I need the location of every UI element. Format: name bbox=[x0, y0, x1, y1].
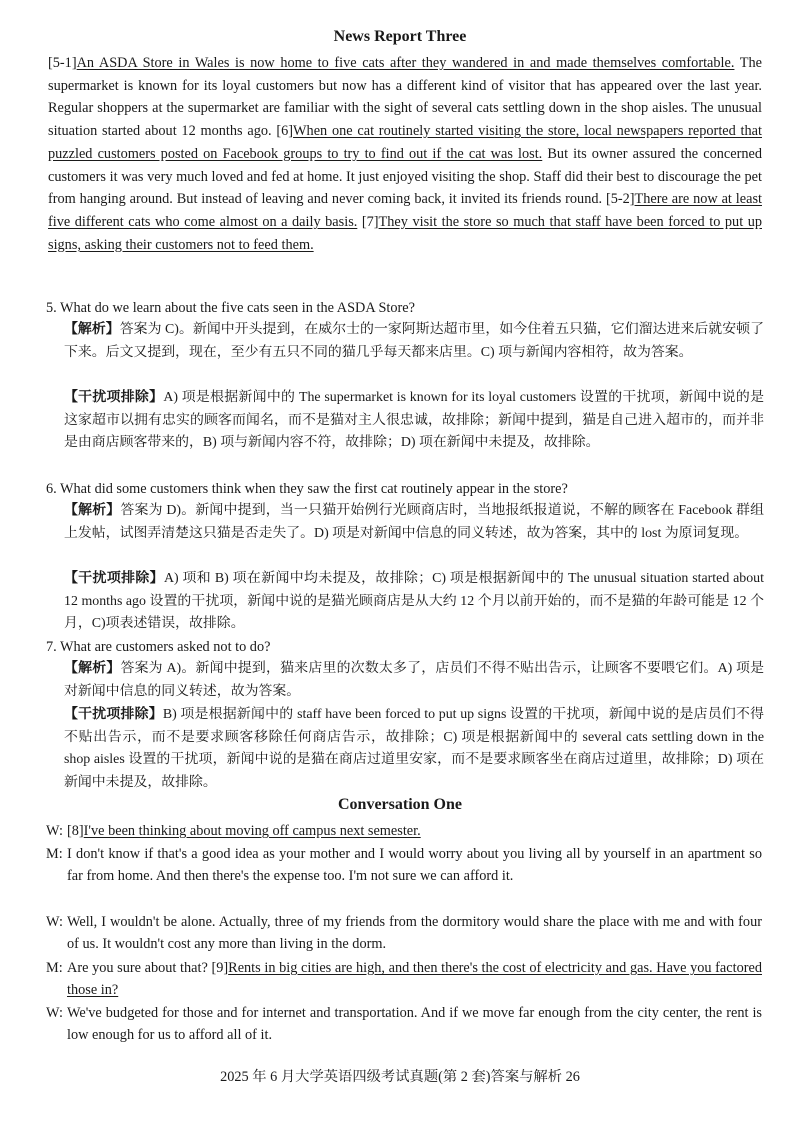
analysis-text: 答案为 D)。新闻中提到，当一只猫开始例行光顾商店时，当地报纸报道说，不解的顾客在 Facebook 群组上发帖，试图弄清楚这只猫是否走失了。D) 项是对新闻中信息的同义转述，故为答案，其中的 lost 为原词复现。 bbox=[64, 503, 764, 541]
marker-5-2: [5-2] bbox=[605, 191, 635, 208]
underlined-sentence-5-1: An ASDA Store in Wales is now home to five cats after they wandered in and made themselves comfortable. bbox=[76, 55, 735, 71]
marker-9: [9] bbox=[211, 960, 229, 976]
distractor-analysis-5 bbox=[64, 387, 764, 455]
speaker-label: W: bbox=[46, 1005, 63, 1021]
news-report-heading: News Report Three bbox=[333, 28, 467, 45]
analysis-7 bbox=[64, 658, 764, 703]
underlined-sentence-8: I've been thinking about moving off campus next semester. bbox=[83, 823, 421, 839]
analysis-text: 答案为 C)。新闻中开头提到，在威尔士的一家阿斯达超市里，如今住着五只猫，它们溜达进来后就安顿了下来。后文又提到，现在，至少有五只不同的猫几乎每天都来店里。C) 项与新闻内容相符，故为答案。 bbox=[64, 322, 764, 360]
speaker-label: M: bbox=[46, 960, 63, 976]
analysis-text: 答案为 A)。新闻中提到，猫来店里的次数太多了，店员们不得不贴出告示，让顾客不要喂它们。A) 项是对新闻中信息的同义转述，故为答案。 bbox=[64, 661, 764, 699]
dialogue-line bbox=[46, 1002, 762, 1047]
marker-5-1: [5-1] bbox=[48, 55, 77, 71]
distractor-analysis-7 bbox=[64, 704, 764, 794]
conversation-heading: Conversation One bbox=[338, 796, 462, 813]
distractor-label: 【干扰项排除】 bbox=[64, 707, 163, 722]
dialogue-text: I don't know if that's a good idea as your mother and I would worry about you living all by yourself in an apartment so far from home. And then there's the expense too. I'm not sure we can afford it. bbox=[67, 846, 762, 885]
distractor-text: A) 项和 B) 项在新闻中均未提及，故排除；C) 项是根据新闻中的 The unusual situation started about 12 months ago 设置的干扰项，新闻中说的是猫光顾商店是从大约 12 个月以前开始的，而不是猫的年龄可能是 12 个月，C)项表述错误，故排除。 bbox=[64, 571, 764, 632]
distractor-label: 【干扰项排除】 bbox=[64, 571, 164, 586]
analysis-label: 【解析】 bbox=[64, 503, 121, 518]
dialogue-line bbox=[46, 911, 762, 956]
news-report-text bbox=[48, 52, 762, 256]
question-5: 5. What do we learn about the five cats seen in the ASDA Store? bbox=[46, 300, 415, 316]
dialogue-line bbox=[46, 843, 762, 888]
dialogue-text: We've budgeted for those and for internet and transportation. And if we move far enough from the city center, the rent is low enough for us to afford all of it. bbox=[67, 1005, 762, 1044]
news-text-1: The supermarket is known for its loyal customers but now has a different kind of visitor that has appeared over the last year. Regular shoppers at the supermarket are familiar with the sight of several cats settling down in the shop aisles. The unusual situation started about 12 months ago. bbox=[48, 55, 762, 140]
dialogue-line bbox=[46, 957, 762, 1002]
question-6: 6. What did some customers think when they saw the first cat routinely appear in the store? bbox=[46, 481, 568, 497]
dialogue-line bbox=[46, 820, 762, 842]
speaker-label: W: bbox=[46, 823, 63, 839]
analysis-6 bbox=[64, 500, 764, 545]
speaker-label: W: bbox=[46, 914, 63, 930]
question-7: 7. What are customers asked not to do? bbox=[46, 639, 271, 655]
speaker-label: M: bbox=[46, 846, 63, 862]
underlined-sentence-7: They visit the store so much that staff have been forced to put up signs, asking their customers not to feed them. bbox=[48, 213, 762, 253]
distractor-text: B) 项是根据新闻中的 staff have been forced to put up signs 设置的干扰项，新闻中说的是店员们不得不贴出告示，而不是要求顾客移除任何商店告示，故排除；C) 项是根据新闻中的 several cats settling down in the shop aisles 设置的干扰项，新闻中说的是猫在商店过道里安家，而不是要求顾客坐在商店过道里，故排除；D) 项在新闻中未提及，故排除。 bbox=[64, 707, 764, 790]
news-text-2: But its owner assured the concerned customers it was very much loved and fed at home. It just enjoyed visiting the shop. Staff did their best to discourage the pet from hanging around. But instead of leaving and never coming back, it invited its friends round. bbox=[48, 145, 762, 208]
underlined-sentence-5-2: There are now at least five different cats who come almost on a daily basis. bbox=[48, 191, 762, 230]
marker-8: [8] bbox=[67, 823, 84, 839]
dialogue-text: Are you sure about that? bbox=[67, 960, 212, 976]
analysis-5 bbox=[64, 319, 764, 364]
underlined-sentence-6: When one cat routinely started visiting the store, local newspapers reported that puzzled customers posted on Facebook groups to try to find out if the cat was lost. bbox=[48, 123, 762, 162]
page-footer: 2025 年 6 月大学英语四级考试真题(第 2 套)答案与解析 26 bbox=[220, 1069, 580, 1085]
dialogue-text: Well, I wouldn't be alone. Actually, three of my friends from the dormitory would share the place with me and with four of us. It wouldn't cost any more than living in the dorm. bbox=[67, 914, 762, 953]
underlined-sentence-9: Rents in big cities are high, and then there's the cost of electricity and gas. Have you factored those in? bbox=[67, 960, 762, 999]
distractor-analysis-6 bbox=[64, 568, 764, 636]
marker-7: [7] bbox=[361, 213, 379, 230]
analysis-label: 【解析】 bbox=[64, 322, 120, 337]
distractor-label: 【干扰项排除】 bbox=[64, 390, 164, 405]
distractor-text: A) 项是根据新闻中的 The supermarket is known for its loyal customers 设置的干扰项，新闻中说的是这家超市以拥有忠实的顾客而闻名，而不是猫对主人很忠诚，故排除；新闻中提到，猫是自己进入超市的，而并非是由商店顾客带来的，B) 项与新闻内容不符，故排除；D) 项在新闻中未提及，故排除。 bbox=[64, 390, 764, 451]
marker-6: [6] bbox=[276, 123, 294, 140]
analysis-label: 【解析】 bbox=[64, 661, 121, 676]
